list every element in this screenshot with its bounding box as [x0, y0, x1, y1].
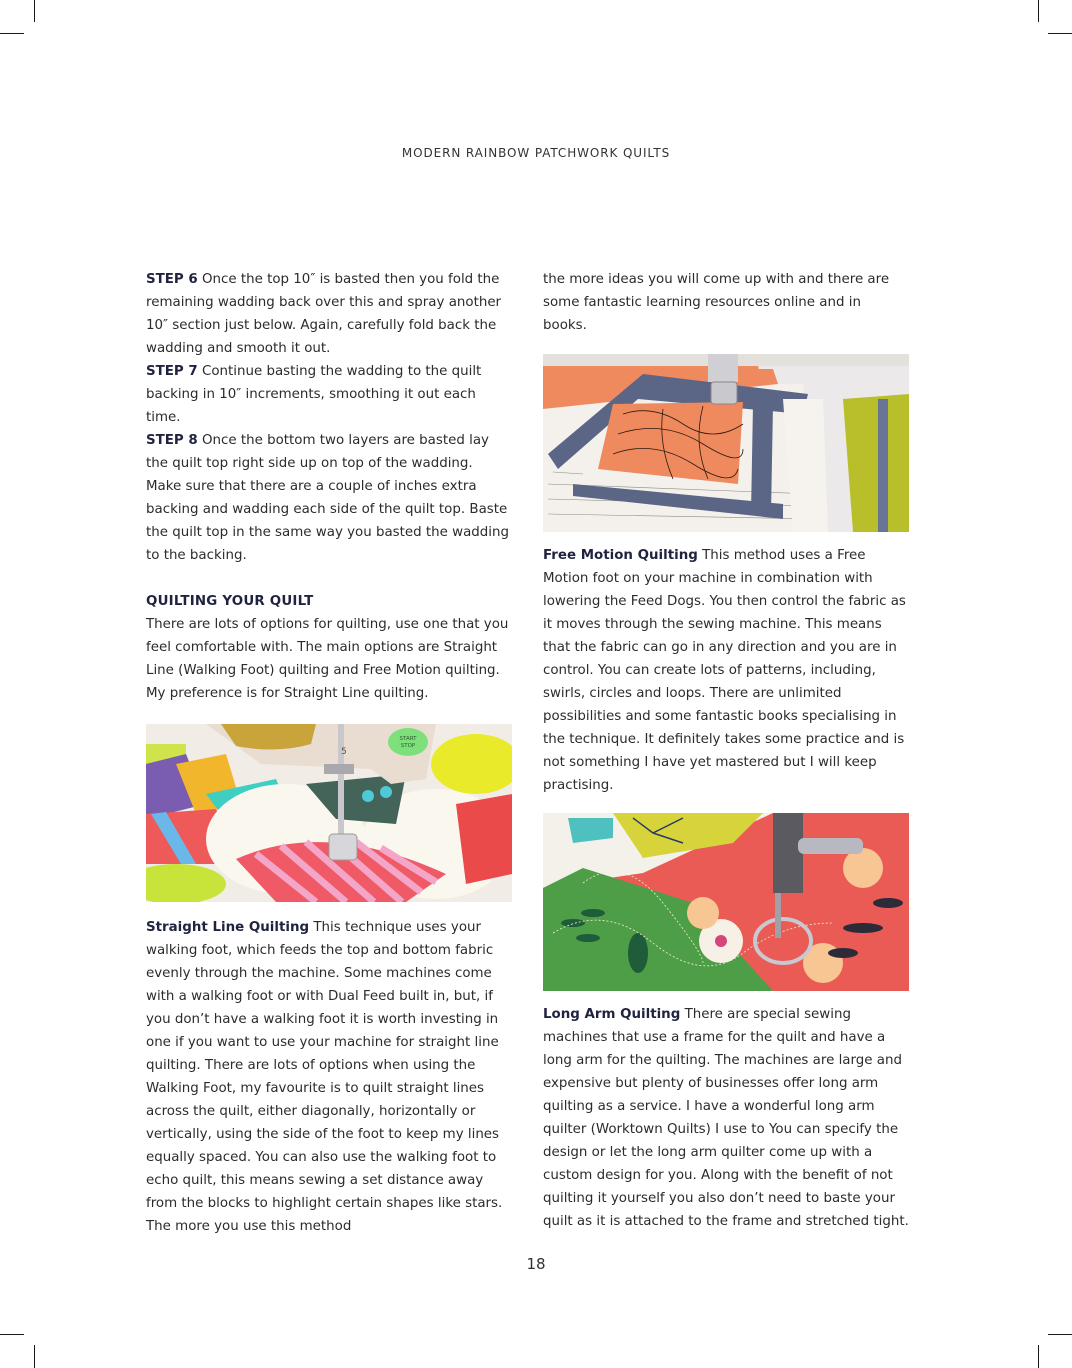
step-label: STEP 8 [146, 433, 198, 448]
straight-line-paragraph [146, 916, 512, 1238]
sewing-machine-photo [146, 724, 512, 902]
step-6 [146, 268, 512, 360]
straight-line-text: This technique uses your walking foot, which feeds the top and bottom fabric evenly through the machine. Some machines come with a walking foot or with Dual Feed built in, but, if you don’t have a walking foot it is worth investing in one if you want to use your machine for straight line quilting. There are lots of options when using the Walking Foot, my favourite is to quilt straight lines across the quilt, either diagonally, horizontally or vertically, using the side of the foot to keep my lines equally spaced. You can also use the walking foot to echo quilt, this means sewing a set distance away from the blocks to highlight certain shapes like stars. The more you use this method [146, 920, 503, 1234]
step-7 [146, 360, 512, 429]
intro-paragraph: There are lots of options for quilting, use one that you feel comfortable with. The main options are Straight Line (Walking Foot) quilting and Free Motion quilting. My preference is for Straight Line quilting. [146, 617, 509, 701]
straight-line-label: Straight Line Quilting [146, 920, 310, 935]
step-label: STEP 6 [146, 272, 198, 287]
crop-mark [34, 0, 35, 22]
long-arm-label: Long Arm Quilting [543, 1007, 681, 1022]
step-label: STEP 7 [146, 364, 198, 379]
step-text: Continue basting the wadding to the quilt backing in 10″ increments, smoothing it out each time. [146, 364, 482, 425]
long-arm-text: There are special sewing machines that use a frame for the quilt and have a long arm for the quilting. The machines are large and expensive but plenty of businesses offer long arm quilting as a service. I have a wonderful long arm quilter (Worktown Quilts) I use to You can specify the design or let the long arm quilter come up with a custom design for you. Along with the benefit of not quilting it yourself you also don’t need to baste your quilt as it is attached to the frame and stretched tight. [543, 1007, 909, 1229]
crop-mark [0, 1334, 24, 1335]
running-head: MODERN RAINBOW PATCHWORK QUILTS [401, 146, 671, 160]
stop-text: STOP [400, 743, 416, 749]
crop-mark [1048, 33, 1072, 34]
long-arm-quilting-photo [543, 813, 909, 991]
step-8 [146, 429, 512, 567]
step-text: Once the top 10″ is basted then you fold the remaining wadding back over this and spray another 10″ section just below. Again, carefully fold back the wadding and smooth it out. [146, 272, 502, 356]
free-motion-label: Free Motion Quilting [543, 548, 698, 563]
long-arm-paragraph [543, 1003, 909, 1233]
start-text: START [399, 736, 417, 742]
section-heading: QUILTING YOUR QUILT [146, 594, 314, 609]
left-column [146, 268, 512, 1238]
step-text: Once the bottom two layers are basted lay the quilt top right side up on top of the wadding. Make sure that there are a couple of inches extra backing and wadding each side of the quilt top. Baste the quilt top in the same way you basted the wadding to the backing. [146, 433, 510, 563]
page-number: 18 [526, 1255, 546, 1273]
free-motion-quilting-photo [543, 354, 909, 532]
crop-mark [1038, 1345, 1039, 1368]
right-column [543, 268, 909, 1233]
free-motion-text: This method uses a Free Motion foot on your machine in combination with lowering the Feed Dogs. You then control the fabric as it moves through the sewing machine. This means that the fabric can go in any direction and you are in control. You can create lots of patterns, including, swirls, circles and loops. There are unlimited possibilities and some fantastic books specialising in the technique. It definitely takes some practice and is not something I have yet mastered but I will keep practising. [543, 548, 906, 793]
crop-mark [1038, 0, 1039, 22]
continuation-paragraph: the more ideas you will come up with and there are some fantastic learning resources online and in books. [543, 272, 890, 333]
crop-mark [1048, 1334, 1072, 1335]
crop-mark [0, 33, 24, 34]
free-motion-paragraph [543, 544, 909, 797]
dial-number: 5 [341, 747, 347, 757]
crop-mark [34, 1345, 35, 1368]
